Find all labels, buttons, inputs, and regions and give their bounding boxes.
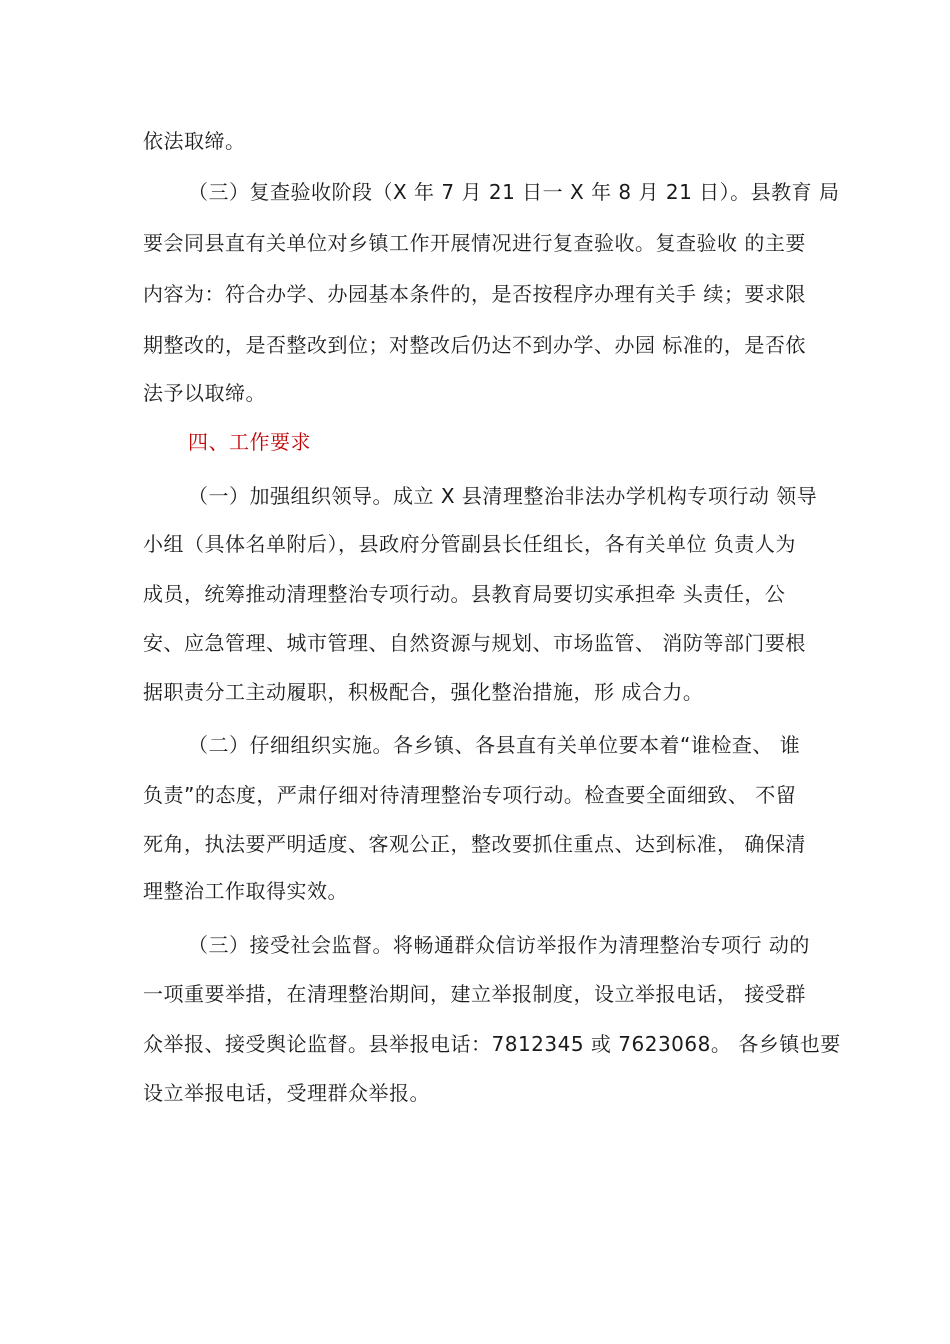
- paragraph-line: （一）加强组织领导。成立 X 县清理整治非法办学机构专项行动 领导: [188, 484, 818, 508]
- paragraph-line: （二）仔细组织实施。各乡镇、各县直有关单位要本着“谁检查、 谁: [188, 733, 801, 757]
- section-heading: 四、工作要求: [188, 430, 311, 454]
- paragraph-line: 成员，统筹推动清理整治专项行动。县教育局要切实承担牵 头责任，公: [143, 582, 786, 606]
- paragraph-line: （三）接受社会监督。将畅通群众信访举报作为清理整治专项行 动的: [188, 933, 810, 957]
- paragraph-line: 理整治工作取得实效。: [143, 879, 348, 903]
- paragraph-line: 依法取缔。: [143, 129, 246, 153]
- paragraph-line: 期整改的，是否整改到位；对整改后仍达不到办学、办园 标准的，是否依: [143, 333, 806, 357]
- paragraph-line: 内容为：符合办学、办园基本条件的，是否按程序办理有关手 续；要求限: [143, 282, 806, 306]
- paragraph-line: 小组（具体名单附后），县政府分管副县长任组长，各有关单位 负责人为: [143, 532, 796, 556]
- paragraph-line: 要会同县直有关单位对乡镇工作开展情况进行复查验收。复查验收 的主要: [143, 231, 806, 255]
- paragraph-line: 一项重要举措，在清理整治期间，建立举报制度，设立举报电话， 接受群: [143, 982, 806, 1006]
- paragraph-line: 法予以取缔。: [143, 381, 266, 405]
- paragraph-line: 安、应急管理、城市管理、自然资源与规划、市场监管、 消防等部门要根: [143, 631, 806, 655]
- paragraph-line: （三）复查验收阶段（X 年 7 月 21 日一 X 年 8 月 21 日）。县教育 局: [188, 180, 840, 204]
- paragraph-line: 众举报、接受舆论监督。县举报电话：7812345 或 7623068。 各乡镇也要: [143, 1032, 841, 1056]
- paragraph-line: 据职责分工主动履职，积极配合，强化整治措施，形 成合力。: [143, 680, 704, 704]
- paragraph-line: 死角，执法要严明适度、客观公正，整改要抓住重点、达到标准， 确保清: [143, 832, 806, 856]
- paragraph-line: 设立举报电话，受理群众举报。: [143, 1081, 430, 1105]
- paragraph-line: 负责”的态度，严肃仔细对待清理整治专项行动。检查要全面细致、 不留: [143, 783, 797, 807]
